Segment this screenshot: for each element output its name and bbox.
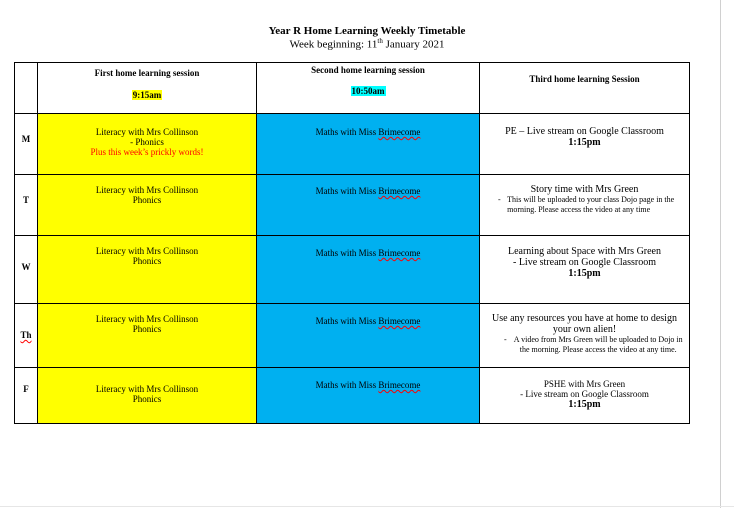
column-label: First home learning session [94, 68, 200, 78]
day-cell [15, 114, 38, 175]
table-row [15, 236, 690, 304]
bullet: - [498, 195, 501, 204]
spelling-mark: Brimecome [378, 316, 421, 326]
column-header-first [38, 63, 257, 114]
first-session-cell [38, 175, 257, 236]
spelling-mark: Brimecome [378, 380, 421, 390]
document-subtitle [0, 37, 734, 51]
spelling-mark: Brimecome [378, 186, 421, 196]
session-time: 10:50am [351, 86, 385, 96]
day-cell [15, 368, 38, 424]
header-row [15, 63, 690, 114]
session-title: Story time with Mrs Green [530, 184, 639, 195]
day-label: F [23, 384, 29, 394]
session-subitem [480, 195, 689, 215]
first-session-cell [38, 114, 257, 175]
third-session-cell [480, 304, 690, 368]
column-header-third [480, 63, 690, 114]
session-title: Literacy with Mrs Collinson [95, 127, 199, 137]
session-subitem: Phonics [132, 195, 162, 205]
corner-cell [15, 63, 38, 114]
first-session-cell [38, 368, 257, 424]
table-row [15, 304, 690, 368]
session-subitem: Phonics [132, 324, 162, 334]
session-subitem: - Phonics [130, 137, 164, 147]
session-note: Plus this week’s prickly words! [90, 147, 204, 157]
day-label: W [21, 262, 31, 272]
bullet: - [504, 335, 507, 344]
day-cell [15, 175, 38, 236]
session-subitem: Phonics [132, 256, 162, 266]
second-session-cell [257, 304, 480, 368]
day-label: M [21, 134, 31, 144]
session-time: 1:15pm [568, 137, 601, 148]
session-title: Maths with Miss Brimecome [315, 186, 421, 196]
subtitle-ordinal: th [377, 37, 383, 45]
document-title: Year R Home Learning Weekly Timetable [268, 25, 466, 37]
table-row [15, 114, 690, 175]
day-label-text: Th [20, 330, 32, 340]
session-title: PSHE with Mrs Green [543, 379, 626, 389]
session-note: This will be uploaded to your class Dojo page in the morning. Please access the video at any time [507, 195, 675, 214]
day-label: T [22, 195, 29, 205]
session-title: Maths with Miss Brimecome [315, 248, 421, 258]
day-cell [15, 236, 38, 304]
session-subitem [480, 335, 689, 355]
session-subitem: - Live stream on Google Classroom [520, 389, 649, 399]
column-label: Second home learning session [311, 65, 425, 75]
day-cell [15, 304, 38, 368]
session-subitem: Phonics [132, 394, 162, 404]
session-subitem: - Live stream on Google Classroom [512, 257, 657, 268]
second-session-cell [257, 114, 480, 175]
spelling-mark: Brimecome [378, 248, 421, 258]
session-title: Use any resources you have at home to design your own alien! [492, 313, 677, 335]
day-label [15, 330, 37, 340]
timetable [14, 62, 690, 424]
session-title: Maths with Miss Brimecome [315, 380, 421, 390]
subtitle-suffix: January 2021 [382, 38, 445, 51]
session-time: 9:15am [132, 90, 162, 100]
session-title: Maths with Miss Brimecome [315, 127, 421, 137]
first-session-cell [38, 236, 257, 304]
session-title: Literacy with Mrs Collinson [95, 314, 199, 324]
session-title: Literacy with Mrs Collinson [95, 246, 199, 256]
session-time: 1:15pm [568, 399, 601, 410]
third-session-cell [480, 114, 690, 175]
session-title: PE – Live stream on Google Classroom [505, 126, 664, 137]
spelling-mark: Brimecome [378, 127, 421, 137]
subtitle-prefix: Week beginning: 11 [289, 38, 378, 51]
third-session-cell [480, 368, 690, 424]
session-time: 1:15pm [568, 268, 601, 279]
session-title: Literacy with Mrs Collinson [95, 384, 199, 394]
session-title: Maths with Miss Brimecome [315, 316, 421, 326]
page-edge [720, 0, 721, 508]
session-title: Learning about Space with Mrs Green [507, 246, 661, 257]
page-edge-bottom [0, 506, 734, 507]
second-session-cell [257, 175, 480, 236]
first-session-cell [38, 304, 257, 368]
second-session-cell [257, 236, 480, 304]
second-session-cell [257, 368, 480, 424]
third-session-cell [480, 175, 690, 236]
session-note: A video from Mrs Green will be uploaded to Dojo in the morning. Please access the video at any time. [513, 335, 683, 354]
table-row [15, 175, 690, 236]
column-label: Third home learning Session [529, 74, 640, 84]
third-session-cell [480, 236, 690, 304]
column-header-second [257, 63, 480, 114]
session-title: Literacy with Mrs Collinson [95, 185, 199, 195]
table-row [15, 368, 690, 424]
